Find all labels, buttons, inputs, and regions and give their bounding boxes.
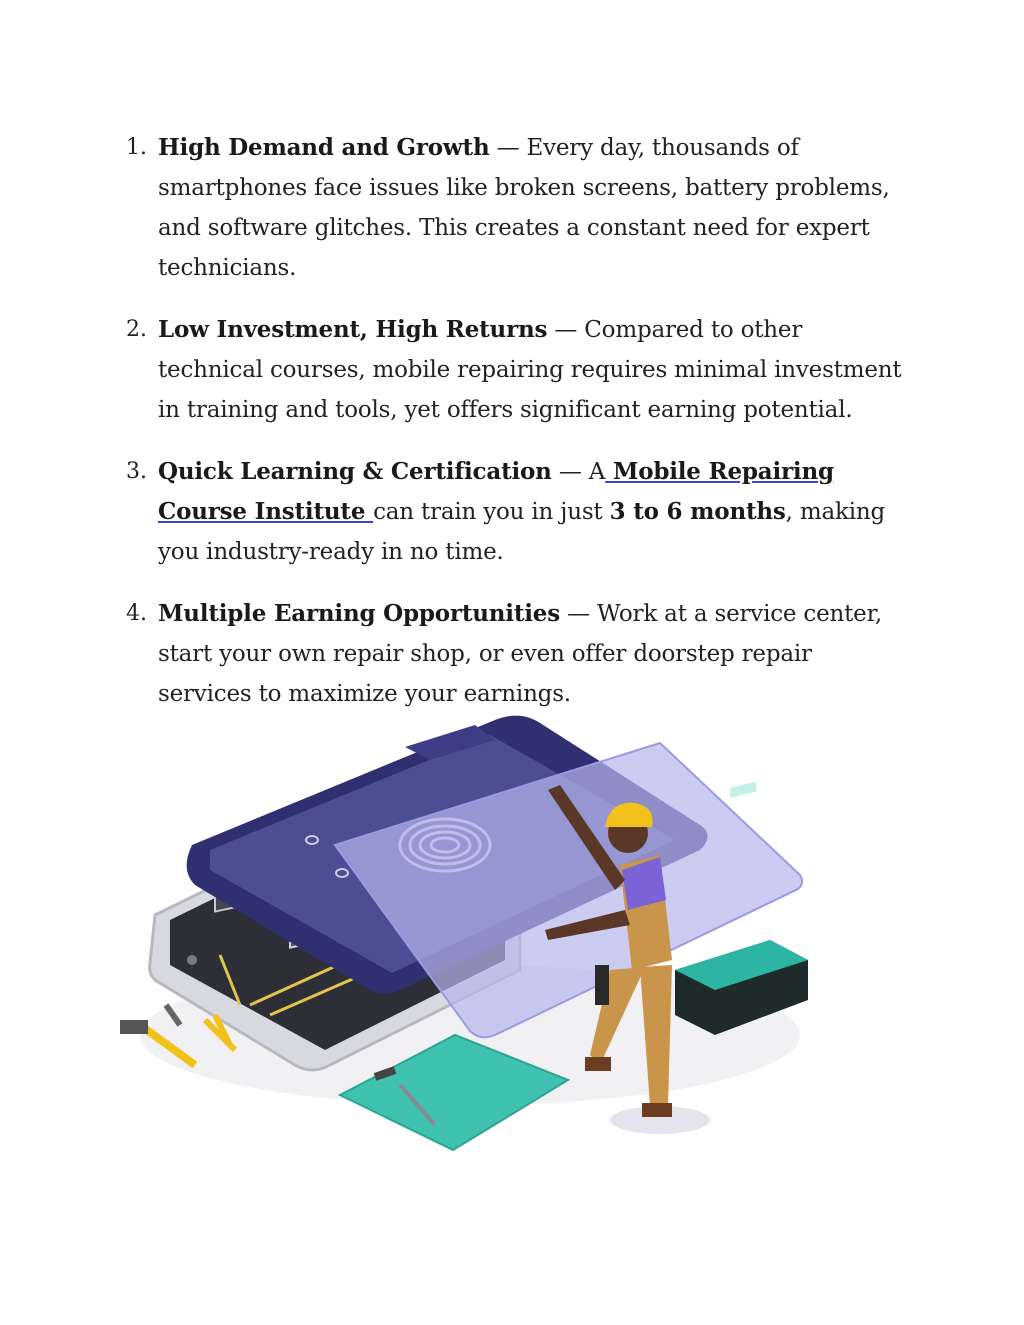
item-heading: Quick Learning & Certification — [158, 458, 552, 485]
item-heading: Multiple Earning Opportunities — [158, 600, 560, 627]
list-number: 2. — [126, 317, 147, 342]
tool-belt-icon — [595, 965, 609, 1005]
link-text: Mobile Repairing Course Institute — [158, 458, 834, 525]
item-text: — Every day, thousands of smartphones face issues like broken screens, battery problems, and software glitches. This creates a constant need for expert technicians. — [158, 135, 890, 281]
list-number: 1. — [126, 135, 147, 160]
list-item-body — [158, 310, 908, 430]
list-number: 4. — [126, 601, 147, 626]
list-item-quick-learning — [0, 452, 1024, 572]
item-text: , making you industry-ready in no time. — [158, 499, 886, 565]
list-item-earning-opportunities — [0, 594, 1024, 714]
item-text: — Work at a service center, start your own repair shop, or even offer doorstep repair services to maximize your earnings. — [158, 601, 882, 707]
boot-icon — [642, 1103, 672, 1117]
list-item-high-demand — [0, 128, 1024, 288]
list-item-body — [158, 452, 908, 572]
list-number: 3. — [126, 459, 147, 484]
hammer-icon — [120, 1020, 148, 1034]
screw-hole — [187, 955, 197, 965]
item-text: — A — [551, 459, 606, 485]
duration-emphasis: 3 to 6 months — [609, 498, 786, 525]
toolbox-handle — [730, 781, 756, 797]
list-item-low-investment — [0, 310, 1024, 430]
item-heading: Low Investment, High Returns — [158, 316, 548, 343]
item-text: — Compared to other technical courses, mobile repairing requires minimal investment in training and tools, yet offers significant earning potential. — [158, 317, 902, 423]
item-text: can train you in just — [373, 499, 610, 525]
technician-repairing-phone-illustration — [100, 705, 840, 1175]
list-item-body — [158, 128, 908, 288]
item-heading: High Demand and Growth — [158, 134, 490, 161]
boot-icon — [585, 1057, 611, 1071]
list-item-body — [158, 594, 908, 714]
benefits-list — [0, 128, 1024, 736]
